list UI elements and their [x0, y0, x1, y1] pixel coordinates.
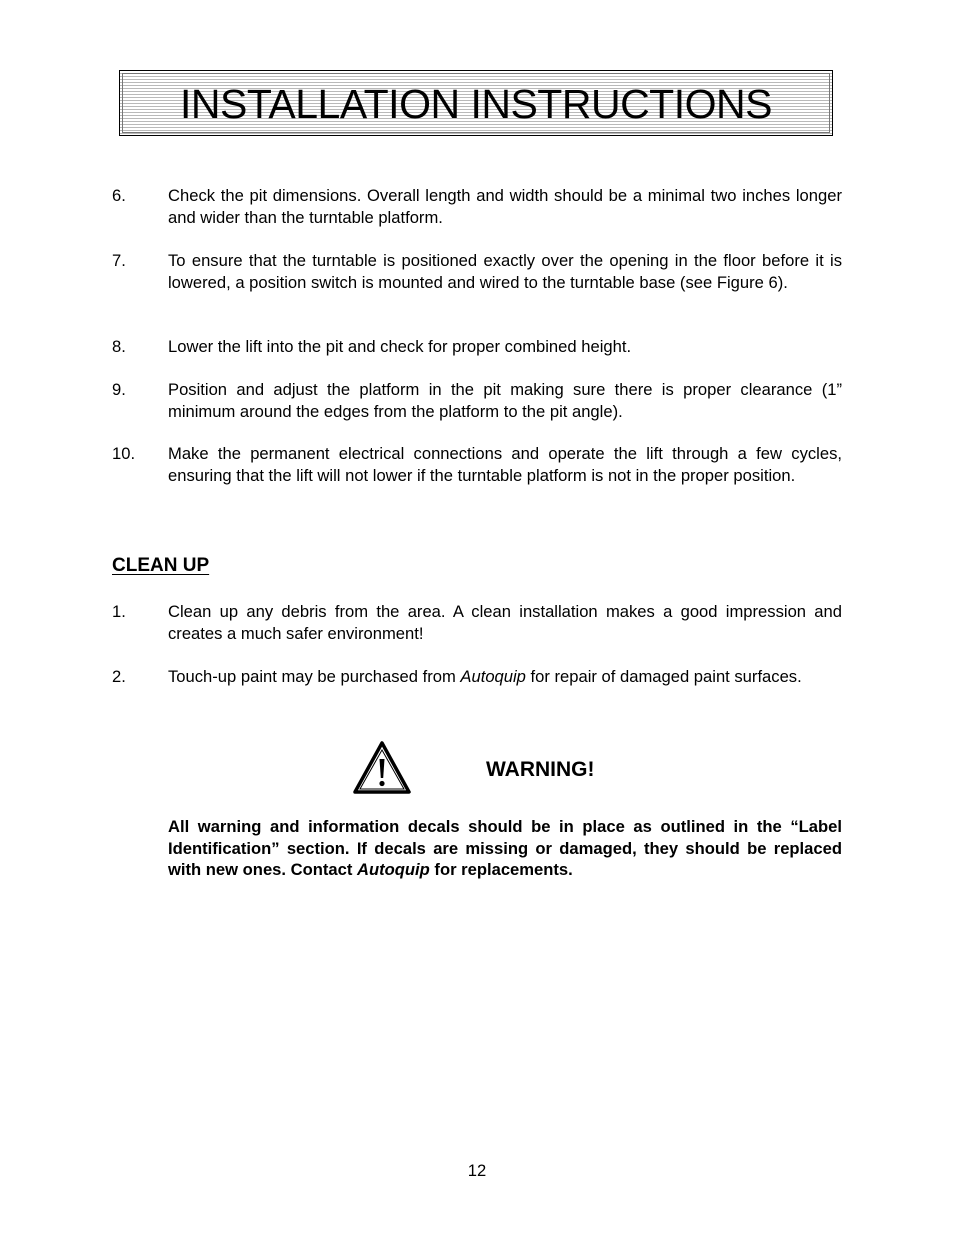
install-step-10 — [112, 443, 842, 486]
page-number: 12 — [467, 1161, 487, 1180]
step-text-end: for repair of damaged paint surfaces. — [525, 667, 802, 686]
step-text: Position and adjust the platform in the pit making sure there is proper clearance (1” minimum around the edges from the platform to the pit angle). — [168, 380, 842, 421]
step-text — [168, 666, 842, 688]
clean-up-step-2 — [112, 666, 842, 688]
page-title: INSTALLATION INSTRUCTIONS — [180, 80, 772, 127]
step-text-start: Touch-up paint may be purchased from — [168, 667, 461, 686]
step-text: Make the permanent electrical connections and operate the lift through a few cycles, ensuring that the lift will not lower if the turntable platform is not in the proper position. — [168, 444, 842, 485]
title-banner — [119, 70, 833, 136]
step-number: 8. — [112, 337, 126, 356]
step-text: To ensure that the turntable is positioned exactly over the opening in the floor before it is lowered, a position switch is mounted and wired to the turntable base (see Figure 6). — [168, 251, 842, 292]
brand-name: Autoquip — [460, 667, 526, 686]
warning-title: WARNING! — [486, 758, 595, 781]
install-step-8 — [112, 336, 842, 358]
brand-name: Autoquip — [357, 860, 430, 880]
warning-triangle-icon — [352, 740, 412, 796]
step-number: 10. — [112, 444, 136, 463]
warning-text-end: for replacements. — [429, 860, 573, 880]
step-text: Clean up any debris from the area. A clean installation makes a good impression and creates a much safer environment! — [168, 602, 842, 643]
step-number: 1. — [112, 602, 126, 621]
clean-up-step-1 — [112, 601, 842, 644]
step-number: 9. — [112, 380, 126, 399]
step-number: 6. — [112, 186, 126, 205]
install-step-7 — [112, 250, 842, 293]
step-number: 7. — [112, 251, 126, 270]
warning-text-start: All warning and information decals should be in place as outlined in the “Label Identification” section. If decals are missing or damaged, they should be replaced with new ones. Contact — [168, 817, 842, 880]
install-step-6 — [112, 185, 842, 228]
clean-up-heading: CLEAN UP — [112, 555, 210, 576]
install-step-9 — [112, 379, 842, 422]
step-text: Check the pit dimensions. Overall length and width should be a minimal two inches longer and wider than the turntable platform. — [168, 186, 842, 227]
step-number: 2. — [112, 667, 126, 686]
warning-text — [168, 816, 842, 881]
step-text: Lower the lift into the pit and check for proper combined height. — [168, 337, 632, 356]
